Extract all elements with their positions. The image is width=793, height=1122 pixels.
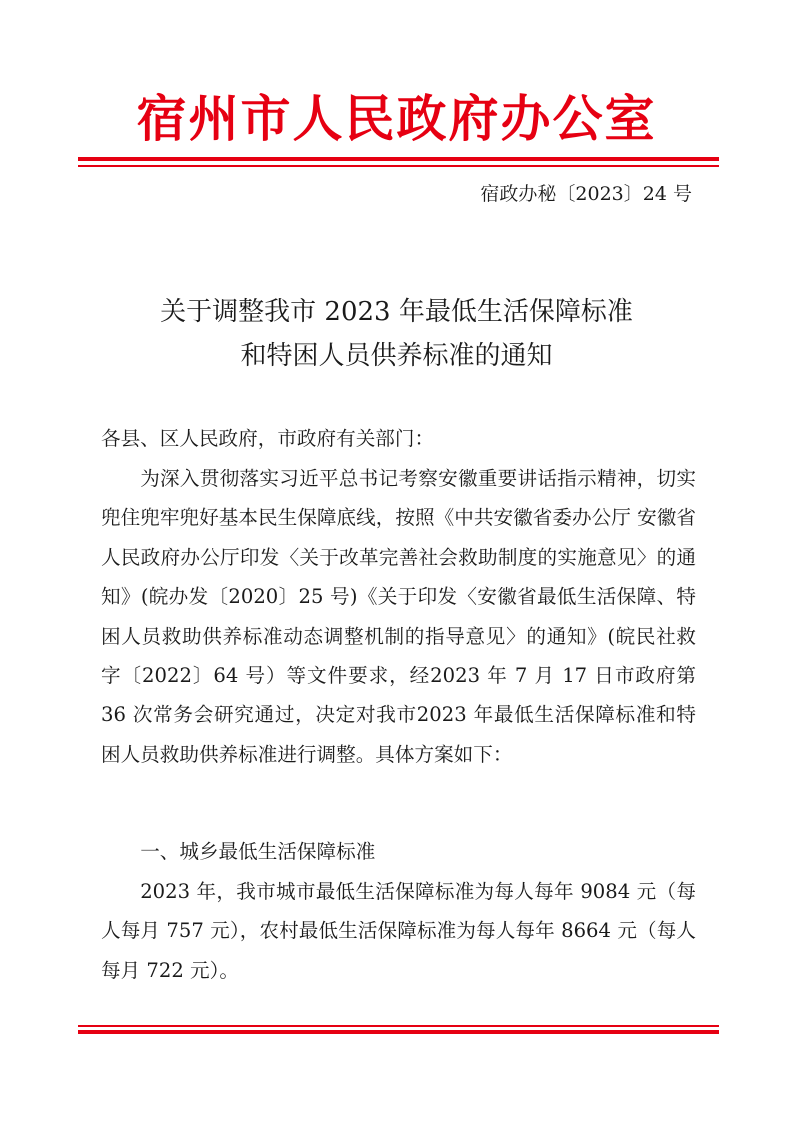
document-title-line-1: 关于调整我市 2023 年最低生活保障标准 — [160, 297, 633, 327]
issuer-masthead: 宿州市人民政府办公室 — [136, 90, 657, 148]
red-header-rule-thin — [78, 165, 719, 167]
red-header-rule-thick — [78, 157, 719, 161]
document-number: 宿政办秘〔2023〕24 号 — [480, 183, 692, 205]
red-footer-rule-thin — [78, 1025, 719, 1027]
body-paragraph-2: 2023 年，我市城市最低生活保障标准为每人每年 9084 元（每人每月 757 元），农村最低生活保障标准为每人每年 8664 元（每人每月 722 元）。 — [101, 880, 696, 982]
document-title-line-2: 和特困人员供养标准的通知 — [240, 341, 553, 371]
red-footer-rule-thick — [78, 1030, 719, 1034]
section-heading-1: 一、城乡最低生活保障标准 — [140, 840, 376, 863]
body-paragraph-1: 为深入贯彻落实习近平总书记考察安徽重要讲话指示精神，切实兜住兜牢兜好基本民生保障底线，按照《中共安徽省委办公厅 安徽省人民政府办公厅印发〈关于改革完善社会救助制度的实施意见〉的通知》(皖办发〔2020〕25 号)《关于印发〈安徽省最低生活保障、特困人员救助供养标准动态调整机制的指导意见〉的通知》(皖民社救字〔2022〕64 号）等文件要求，经2023 年 7 月 17 日市政府第 36 次常务会研究通过，决定对我市2023 年最低生活保障标准和特困人员救助供养标准进行调整。具体方案如下： — [101, 467, 696, 766]
salutation: 各县、区人民政府，市政府有关部门： — [101, 427, 435, 450]
